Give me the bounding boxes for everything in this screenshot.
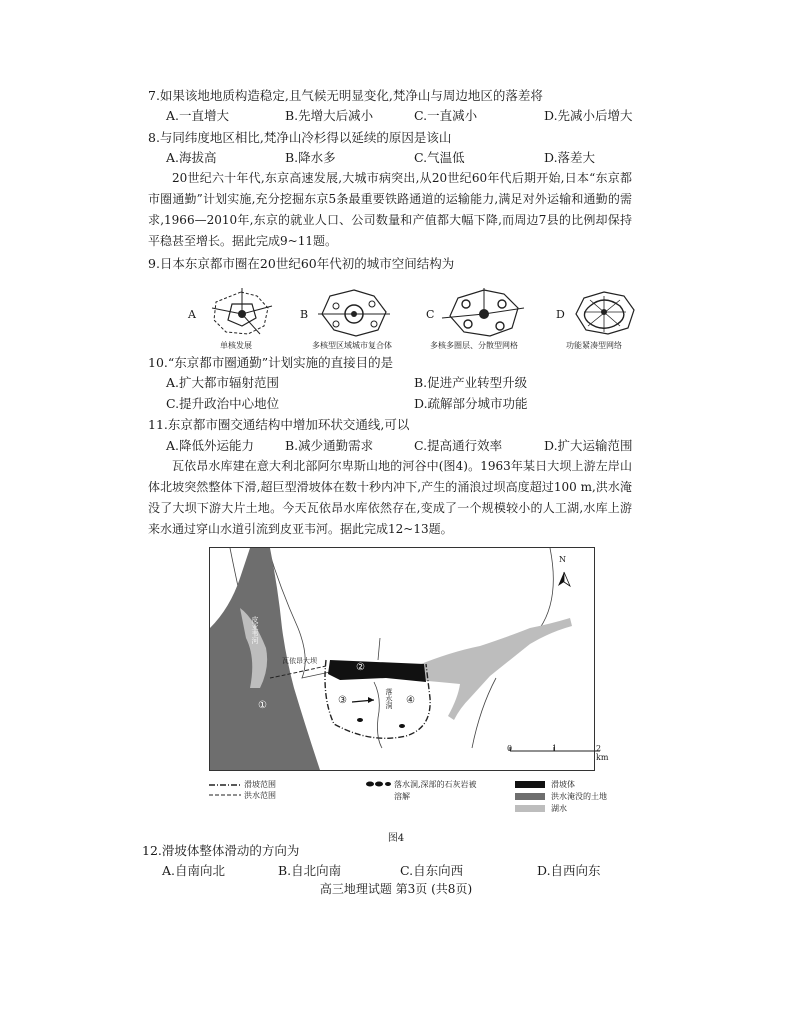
- q10-option-d: D.疏解部分城市功能: [414, 396, 528, 411]
- lake-area: [416, 618, 572, 720]
- q10-option-b: B.促进产业转型升级: [414, 375, 528, 390]
- passage-tokyo: 20世纪六十年代,东京高速发展,大城市病突出,从20世纪60年代后期开始,日本“东京都市圈通勤”计划实施,充分挖掘东京5条最重要铁路通道的运输能力,满足对外运输和通勤的需求,1966—2010年,东京的就业人口、公司数量和产值都大幅下降,而周边7县的比例却保持平稳甚至增长。据此完成9~11题。: [148, 171, 632, 248]
- q11-option-d: D.扩大运输范围: [544, 438, 633, 453]
- legend-flooded-land: 洪水淹没的土地: [551, 792, 607, 801]
- q11-stem: 11.东京都市圈交通结构中增加环状交通线,可以: [148, 417, 410, 432]
- legend-sinkhole: 落水洞,深部的石灰岩被溶解: [394, 780, 477, 801]
- q12-option-b: B.自北向南: [278, 863, 342, 878]
- legend-flood-range: 洪水范围: [244, 791, 276, 800]
- structure-d-diagram: [570, 286, 640, 338]
- q7-option-b: B.先增大后减小: [285, 108, 374, 123]
- legend-flooded-swatch: [515, 793, 545, 800]
- q12-option-d: D.自西向东: [537, 863, 601, 878]
- marker-1: ①: [258, 700, 267, 711]
- q12-option-c: C.自东向西: [400, 863, 464, 878]
- q11-option-a: A.降低外运能力: [166, 438, 255, 453]
- legend-landslide-body: 滑坡体: [551, 780, 575, 789]
- q8-option-d: D.落差大: [544, 150, 596, 165]
- legend-range-lines: [207, 780, 243, 802]
- north-label: N: [559, 555, 566, 564]
- legend-lake-swatch: [515, 805, 545, 812]
- q7-option-a: A.一直增大: [166, 108, 230, 123]
- map-svg: [210, 548, 594, 770]
- q11-option-c: C.提高通行效率: [414, 438, 503, 453]
- sinkhole-label: 落水洞: [385, 688, 393, 709]
- q9-label-c: C: [426, 308, 435, 321]
- q8-option-a: A.海拔高: [166, 150, 217, 165]
- q12-option-a: A.自南向北: [162, 863, 226, 878]
- q8-stem: 8.与同纬度地区相比,梵净山冷杉得以延续的原因是该山: [148, 130, 452, 145]
- q12-stem: 12.滑坡体整体滑动的方向为: [142, 843, 300, 858]
- structure-c-diagram: [440, 286, 526, 338]
- passage-vajont: 瓦依昂水库建在意大利北部阿尔卑斯山地的河谷中(图4)。1963年某日大坝上游左岸山体北坡突然整体下滑,超巨型滑坡体在数十秒内冲下,产生的涌浪过坝高度超过100 m,洪水淹没了大坝下游大片土地。今天瓦依昂水库依然存在,变成了一个规模较小的人工湖,水库上游来水通过穿山水道引流到皮亚韦河。据此完成12~13题。: [148, 459, 632, 536]
- q8-option-b: B.降水多: [285, 150, 336, 165]
- q9-label-d: D: [556, 308, 565, 321]
- marker-4: ④: [406, 695, 415, 706]
- q9-caption-c: 多核多圈层、分散型网格: [430, 341, 518, 350]
- q7-option-c: C.一直减小: [414, 108, 478, 123]
- q10-option-a: A.扩大都市辐射范围: [166, 375, 280, 390]
- legend-landslide-range: 滑坡范围: [244, 780, 276, 789]
- legend-landslide-body-swatch: [515, 781, 545, 788]
- q9-figure: [180, 286, 640, 352]
- q7-option-d: D.先减小后增大: [544, 108, 633, 123]
- marker-2: ②: [356, 662, 365, 673]
- structure-b-diagram: [314, 286, 394, 338]
- q9-caption-a: 单核发展: [220, 341, 252, 350]
- q10-option-c: C.提升政治中心地位: [166, 396, 280, 411]
- scale-1: 1: [552, 744, 558, 753]
- vajont-map: [209, 547, 609, 771]
- structure-a-diagram: [202, 286, 280, 338]
- q9-caption-d: 功能紧凑型网络: [566, 341, 622, 350]
- scale-2: 2 km: [596, 744, 609, 762]
- q11-option-b: B.减少通勤需求: [285, 438, 374, 453]
- landslide-body: [328, 660, 426, 682]
- q9-stem: 9.日本东京都市圈在20世纪60年代初的城市空间结构为: [148, 256, 455, 271]
- scale-0: 0: [507, 744, 513, 753]
- q9-caption-b: 多核型区域城市复合体: [312, 341, 392, 350]
- q9-label-a: A: [188, 308, 196, 321]
- north-arrow-icon: [558, 572, 564, 586]
- q9-label-b: B: [300, 308, 309, 321]
- page-footer: 高三地理试题 第3页 (共8页): [319, 882, 473, 896]
- legend-lake: 湖水: [551, 804, 567, 813]
- dam-label: 瓦依昂大坝: [282, 657, 317, 665]
- q8-option-c: C.气温低: [414, 150, 465, 165]
- q10-stem: 10.“东京都市圈通勤”计划实施的直接目的是: [148, 355, 394, 370]
- figure-caption: 图4: [387, 833, 405, 844]
- q7-stem: 7.如果该地地质构造稳定,且气候无明显变化,梵净山与周边地区的落差将: [148, 88, 543, 103]
- marker-3: ③: [338, 695, 347, 706]
- river-label: 皮亚韦河: [251, 616, 259, 644]
